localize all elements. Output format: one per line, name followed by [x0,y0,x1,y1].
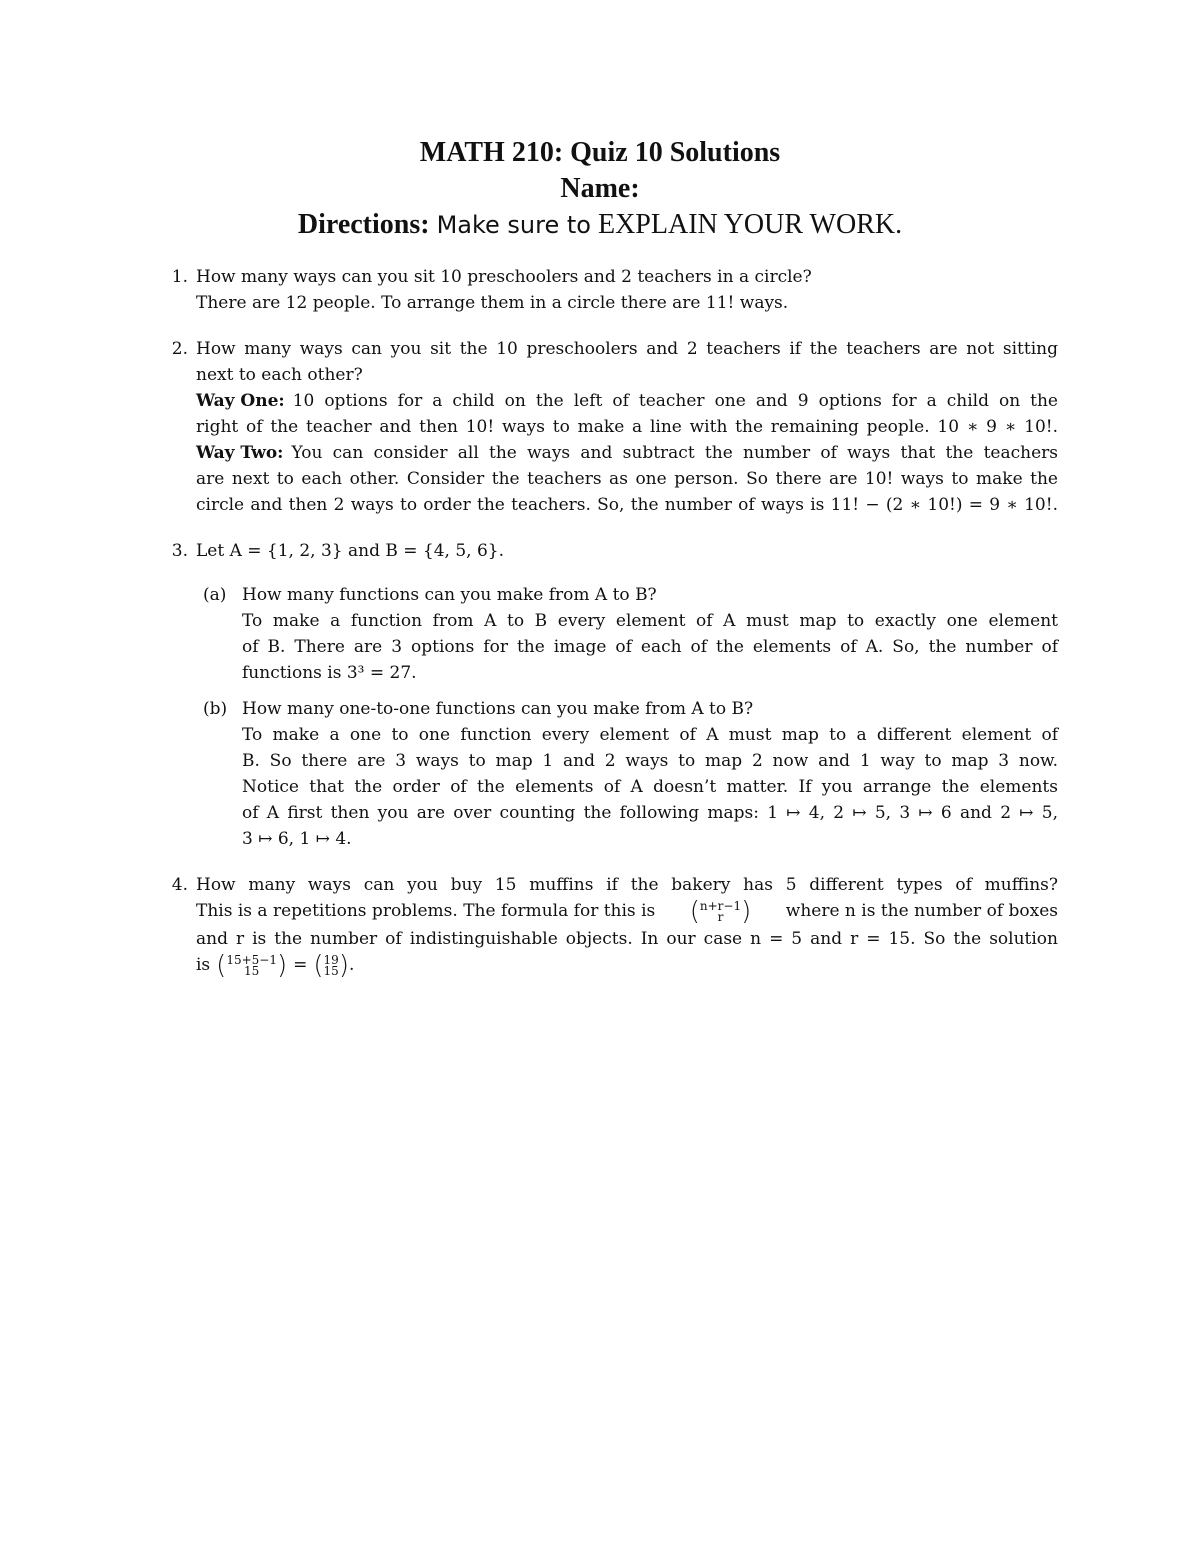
q4-line3 [196,950,355,981]
q2-way-two-line2: are next to each other. Consider the teachers as one person. So there are 10! ways to make the [196,469,1058,489]
page-title: MATH 210: Quiz 10 Solutions [419,137,781,168]
binom3-top: 19 [323,952,339,967]
q3a-question: How many functions can you make from A to B? [242,585,657,605]
binom3-bottom: 15 [323,963,339,978]
binom2-bottom: 15 [244,963,260,978]
way-one-text: 10 options for a child on the left of teacher one and 9 options for a child on the [292,391,1058,411]
q3b-label: (b) [203,699,228,719]
directions-emphasis: EXPLAIN YOUR WORK. [597,209,903,240]
q2-way-two-line1 [196,441,1058,465]
q2-question-line1: How many ways can you sit the 10 preschoolers and 2 teachers if the teachers are not sitting [196,339,1058,359]
q4-question: How many ways can you buy 15 muffins if the bakery has 5 different types of muffins? [196,875,1058,895]
q2-way-one-line2: right of the teacher and then 10! ways to make a line with the remaining people. 10 ∗ 9 ∗ 10!. [196,417,1058,437]
q4-line1-post: where n is the number of boxes [785,901,1058,922]
q2-number: 2. [171,339,188,359]
directions-label: Directions: [297,209,430,240]
binom-bottom: r [717,909,724,924]
way-two-text: You can consider all the ways and subtract the number of ways that the teachers [291,443,1058,463]
right-paren: ) [741,896,752,927]
q3b-line4: of A first then you are over counting the following maps: 1 ↦ 4, 2 ↦ 5, 3 ↦ 6 and 2 ↦ 5, [242,803,1058,823]
binomial-result: ( 19 15 ) [313,950,349,981]
q4-line1-pre: This is a repetitions problems. The formula for this is [196,901,656,922]
q3-intro: Let A = {1, 2, 3} and B = {4, 5, 6}. [196,541,505,561]
way-one-label: Way One: [196,391,285,411]
way-two-label: Way Two: [196,443,284,463]
q3b-line1: To make a one to one function every element of A must map to a different element of [242,725,1058,745]
q2-question-line2: next to each other? [196,365,363,385]
q4-number: 4. [171,875,188,895]
q3b-line3: Notice that the order of the elements of A doesn’t matter. If you arrange the elements [242,777,1058,797]
q3a-line2: of B. There are 3 options for the image of each of the elements of A. So, the number of [242,637,1058,657]
q3b-line2: B. So there are 3 ways to map 1 and 2 ways to map 2 now and 1 way to map 3 now. [242,751,1058,771]
binomial-formula [689,896,752,927]
q3a-line3: functions is 3³ = 27. [242,663,417,683]
binomial-expanded: ( 15+5−1 15 ) [216,950,288,981]
q1-answer: There are 12 people. To arrange them in a circle there are 11! ways. [196,293,789,313]
q4-line1 [196,896,1058,927]
q1-question: How many ways can you sit 10 preschoolers and 2 teachers in a circle? [196,267,812,287]
left-paren: ( [689,896,700,927]
q4-line2: and r is the number of indistinguishable objects. In our case n = 5 and r = 15. So the solution [196,929,1058,949]
q3b-question: How many one-to-one functions can you make from A to B? [242,699,754,719]
binom2-top: 15+5−1 [226,952,277,967]
q4-line3-post: . [348,955,355,976]
q3a-label: (a) [203,585,227,605]
directions-text: Make sure to [436,211,591,239]
q1-number: 1. [171,267,188,287]
q2-way-one-line1 [196,389,1058,413]
q4-line3-pre: is [196,955,211,976]
directions-line [0,209,1200,241]
q3a-line1: To make a function from A to B every element of A must map to exactly one element [242,611,1058,631]
q2-way-two-line3: circle and then 2 ways to order the teachers. So, the number of ways is 11! − (2 ∗ 10!) = 9 ∗ 10!. [196,495,1058,515]
q3-number: 3. [171,541,188,561]
binom-top: n+r−1 [699,898,742,913]
equals-sign: = [293,955,308,976]
name-label: Name: [560,173,640,204]
q3b-line5: 3 ↦ 6, 1 ↦ 4. [242,829,352,849]
